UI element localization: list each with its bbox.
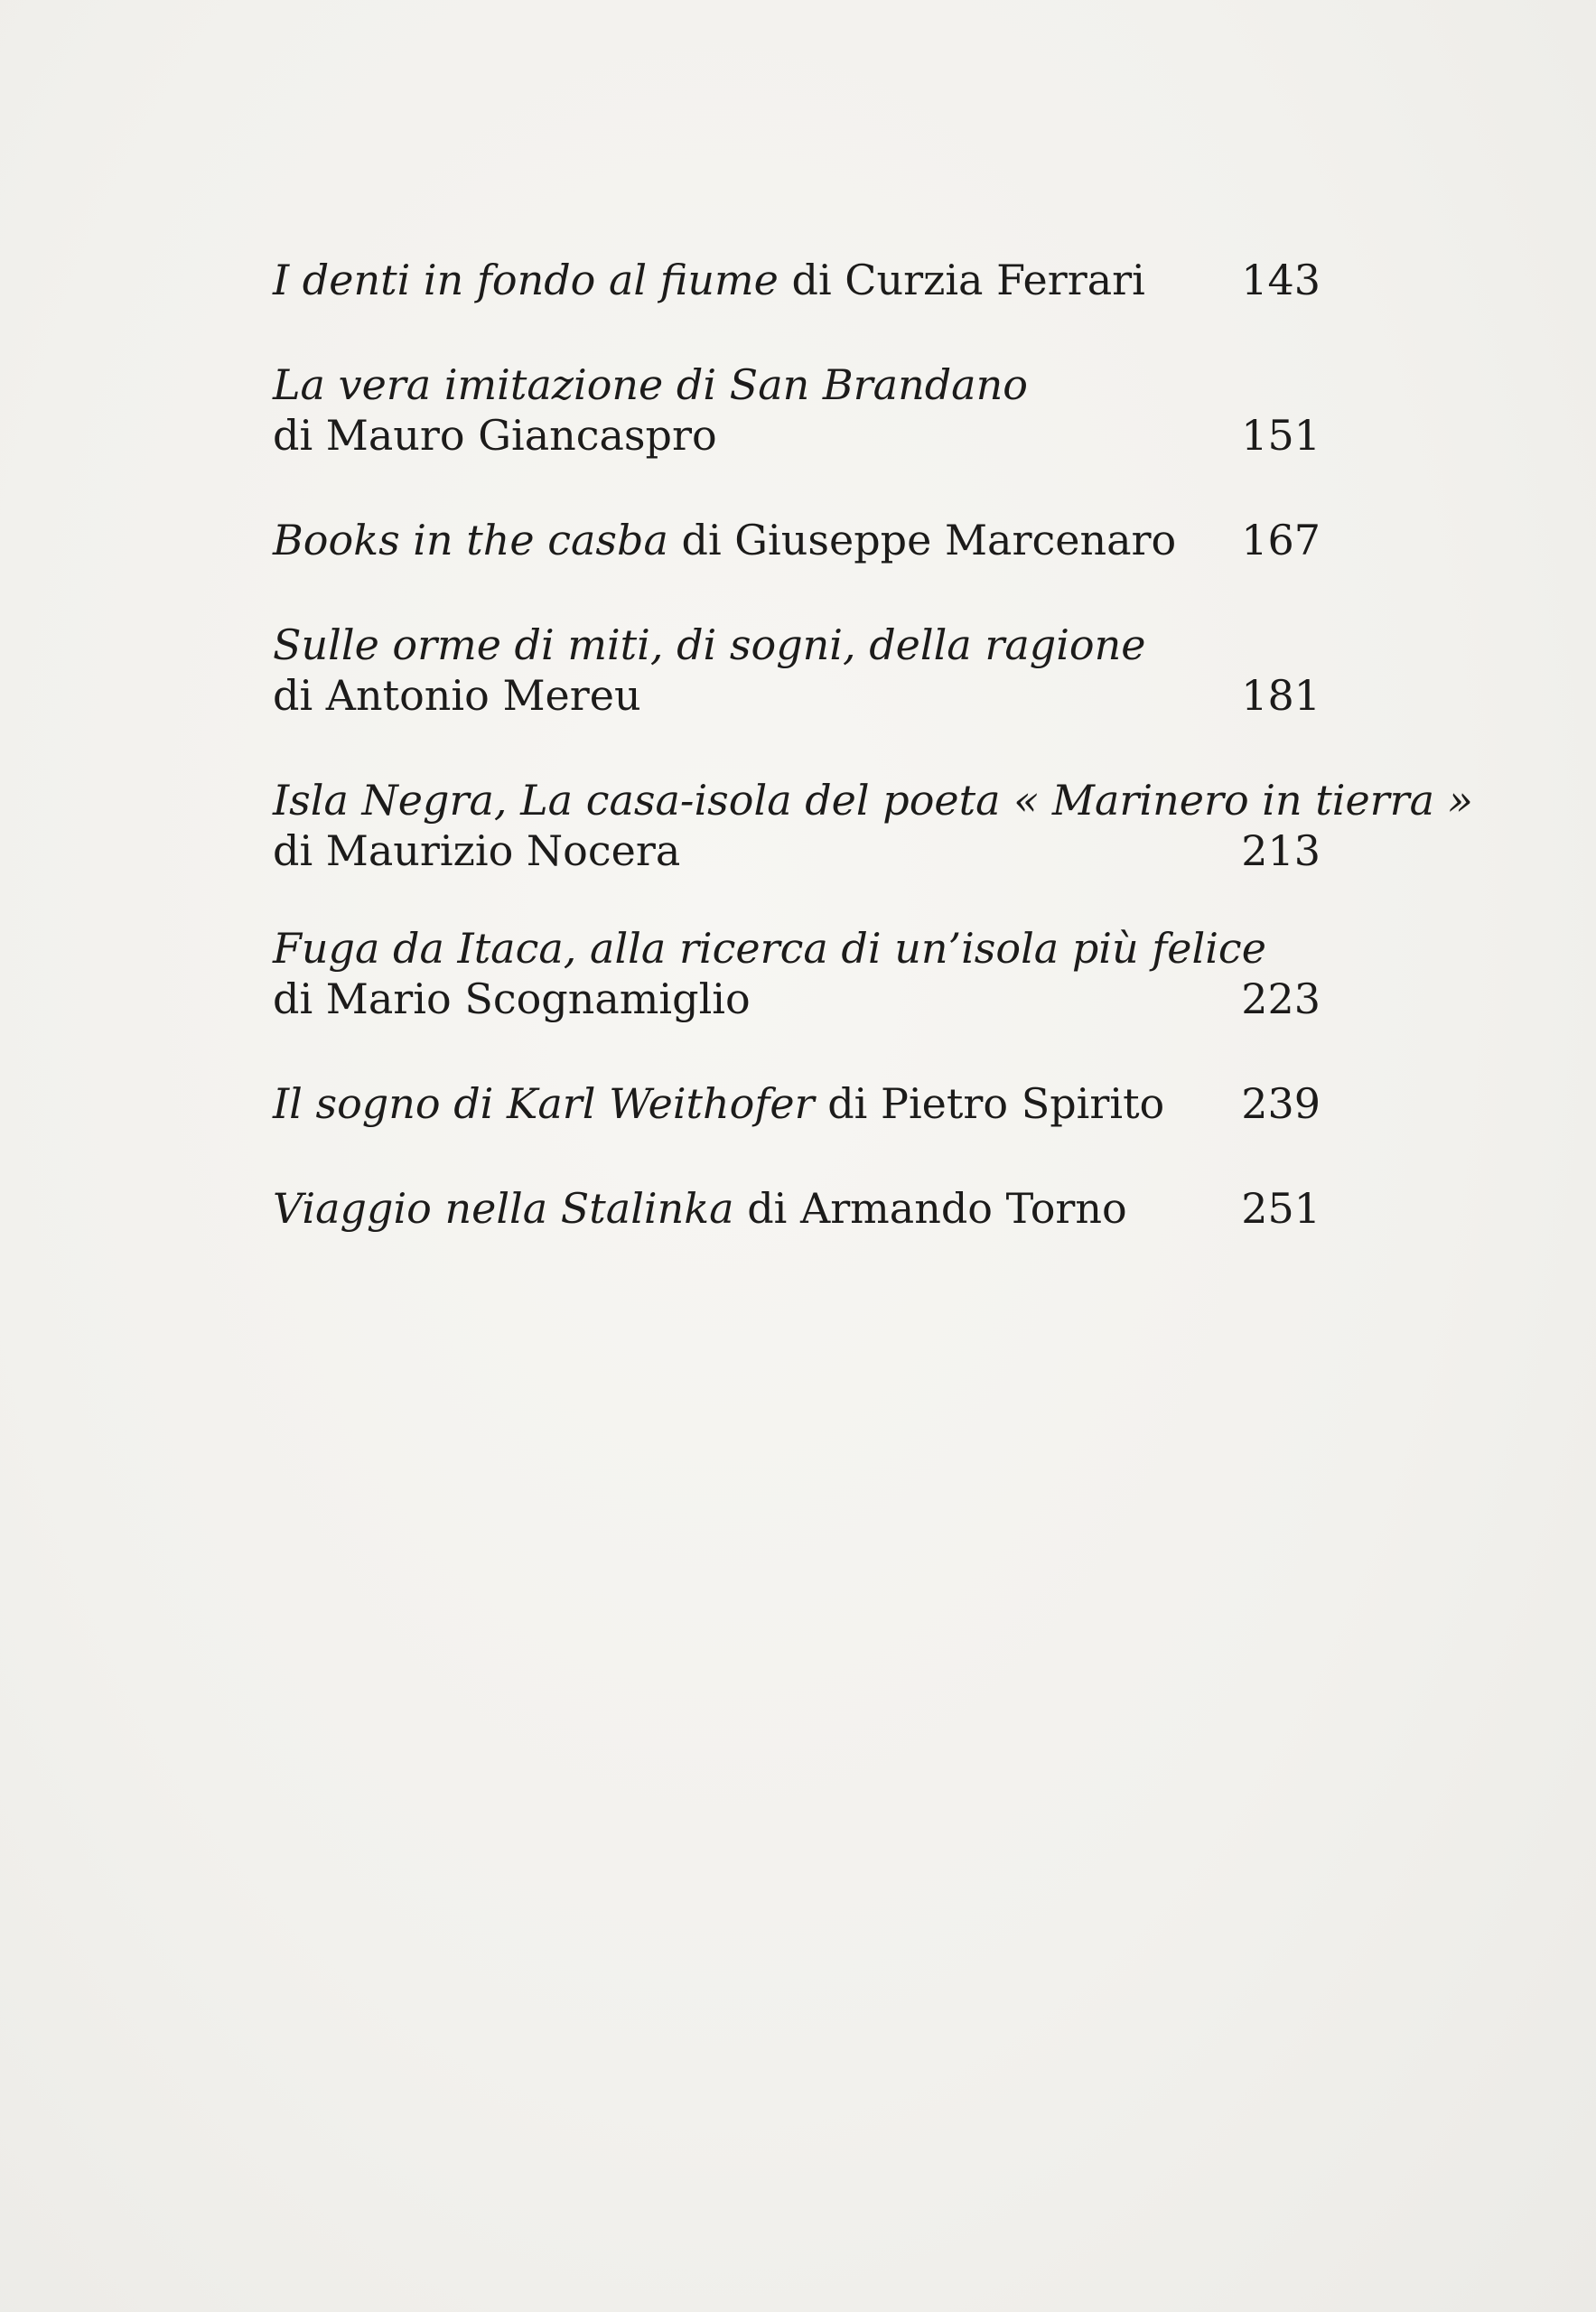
toc-entry xyxy=(273,620,1321,721)
toc-entry-page: 223 xyxy=(1241,974,1321,1023)
toc-entry-author: di Curzia Ferrari xyxy=(791,256,1145,304)
toc-entry-title: Il sogno di Karl Weithofer xyxy=(273,1079,815,1128)
toc-entry-author: di Antonio Mereu xyxy=(273,671,641,720)
toc-entry-author: di Giuseppe Marcenaro xyxy=(681,516,1177,564)
toc-entry xyxy=(273,359,1321,461)
toc-entry-author: di Pietro Spirito xyxy=(827,1079,1165,1128)
toc-entry-title: I denti in fondo al fiume xyxy=(273,256,779,304)
toc-entry xyxy=(273,1183,1321,1234)
toc-entry-page: 151 xyxy=(1241,411,1321,460)
toc-entry-page: 251 xyxy=(1241,1184,1321,1233)
toc-entry-page: 213 xyxy=(1241,826,1321,875)
toc-entry-line xyxy=(273,1183,1203,1234)
toc-entry-page: 143 xyxy=(1241,256,1321,304)
toc-entry-title: Viaggio nella Stalinka xyxy=(273,1184,734,1233)
toc-entry-author: di Mario Scognamiglio xyxy=(273,974,751,1023)
toc-entry xyxy=(273,1078,1321,1129)
toc-entry-title: Isla Negra, La casa-isola del poeta « Marinero in tierra » xyxy=(273,776,1473,825)
toc-entry-page: 239 xyxy=(1241,1079,1321,1128)
toc-entry-author: di Armando Torno xyxy=(747,1184,1127,1233)
toc-entry-line xyxy=(273,515,1203,565)
toc-entry-title: Books in the casba xyxy=(273,516,668,564)
toc-entry-line xyxy=(273,1078,1203,1129)
toc-entry-author: di Maurizio Nocera xyxy=(273,826,681,875)
toc-entry-author: di Mauro Giancaspro xyxy=(273,411,717,460)
toc-entry xyxy=(273,515,1321,565)
toc-entry-title: Fuga da Itaca, alla ricerca di un’isola più felice xyxy=(273,924,1266,973)
table-of-contents xyxy=(273,235,1473,1234)
toc-entry xyxy=(273,923,1321,1024)
toc-entry-title: Sulle orme di miti, di sogni, della ragione xyxy=(273,620,1146,669)
toc-entry xyxy=(273,255,1321,305)
toc-entry-page: 167 xyxy=(1241,516,1321,564)
toc-entry xyxy=(273,775,1473,876)
toc-entry-title: La vera imitazione di San Brandano xyxy=(273,360,1028,409)
toc-entry-line xyxy=(273,255,1203,305)
toc-entry-page: 181 xyxy=(1241,671,1321,720)
